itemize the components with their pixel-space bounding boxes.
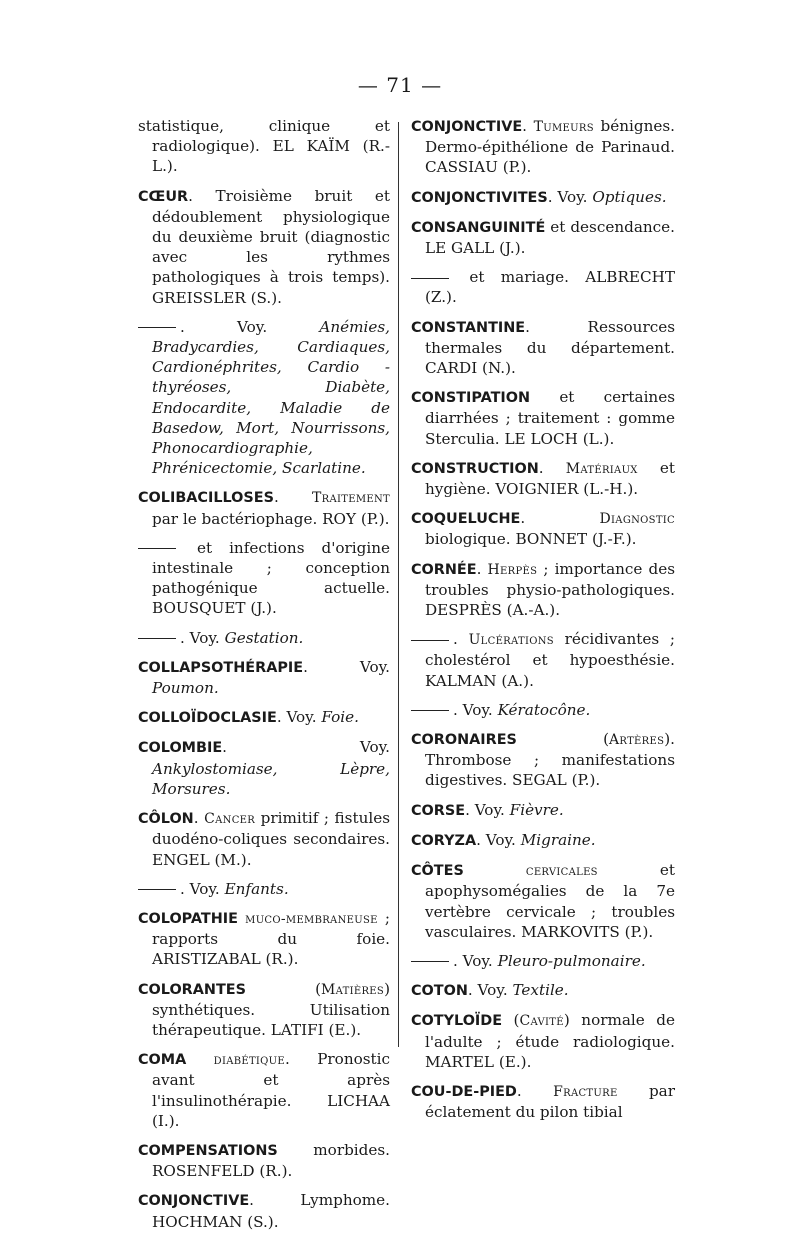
entry-text: Pleuro-pulmonaire.: [497, 951, 646, 970]
entry-text: .: [193, 809, 205, 828]
entry-text: Matériaux: [565, 460, 638, 477]
entry-text: . Voy.: [476, 830, 521, 849]
index-entry: [138, 808, 390, 870]
entry-text: Kératocône.: [497, 700, 591, 719]
entry-text: .: [273, 488, 313, 507]
entry-text: . Voy.: [453, 951, 498, 970]
entry-text: . Voy.: [547, 187, 593, 206]
entry-headword: COMA: [138, 1052, 187, 1069]
entry-text: et hygiène. VOIGNIER (L.-H.).: [425, 458, 675, 499]
entry-text: ; rapports du foie. ARISTIZABAL (R.).: [152, 908, 390, 969]
index-entry: [411, 830, 675, 851]
entry-text: Ulcérations: [468, 632, 554, 649]
entry-headword: CORSE: [411, 802, 466, 819]
entry-text: [464, 861, 526, 879]
index-entry: [411, 800, 675, 821]
entry-headword: CONJONCTIVE: [411, 119, 523, 135]
entry-text: (: [245, 979, 322, 998]
entry-headword: CONSTRUCTION: [411, 460, 539, 477]
entry-text: diabétique: [213, 1052, 286, 1069]
entry-text: (: [502, 1011, 520, 1030]
entry-headword: CORONAIRES: [411, 732, 517, 749]
entry-text: . Voy.: [465, 800, 510, 819]
entry-text: Traitement: [312, 490, 390, 507]
entry-text: Artères: [609, 732, 665, 749]
entry-text: Enfants.: [224, 879, 289, 898]
repeat-dash: [138, 327, 176, 328]
index-entry: [411, 860, 675, 942]
index-entry: [411, 317, 675, 379]
entry-headword: CONSTANTINE: [411, 319, 526, 336]
entry-text: Migraine.: [520, 830, 596, 849]
entry-headword: CONJONCTIVE: [138, 1193, 250, 1210]
entry-headword: CÔLON: [138, 811, 194, 828]
index-entry: [138, 538, 390, 619]
right-column: [411, 116, 675, 1131]
index-entry: [138, 979, 390, 1041]
entry-text: Matières: [321, 981, 385, 998]
index-entry: [411, 729, 675, 791]
entry-text: Cavité: [519, 1013, 564, 1030]
page-number: — 71 —: [357, 73, 443, 97]
index-entry: [138, 657, 390, 698]
index-entry: [138, 737, 390, 799]
entry-headword: CORNÉE: [411, 561, 477, 578]
index-entry: [138, 317, 390, 479]
index-entry: [411, 458, 675, 499]
index-entry: [411, 267, 675, 307]
index-entry: [411, 387, 675, 449]
entry-text: . Lymphome. HOCHMAN (S.).: [152, 1191, 390, 1231]
index-entry: [138, 116, 390, 177]
entry-text: .: [476, 559, 488, 578]
entry-text: Optiques.: [592, 187, 667, 206]
entry-headword: COTYLOÏDE: [411, 1013, 503, 1030]
entry-headword: COTON: [411, 983, 468, 1000]
index-entry: [411, 1010, 675, 1072]
entry-text: et infections d'origine intestinale ; conception pathogénique actuelle. BOUSQUET (J.).: [152, 538, 390, 618]
entry-text: ) synthétiques. Utilisation thérapeutique. LATIFI (E.).: [152, 979, 390, 1039]
index-entry: [138, 628, 390, 648]
entry-text: primitif ; fistules duodéno-coliques secondaires. ENGEL (M.).: [152, 809, 391, 869]
entry-headword: CONSTIPATION: [411, 390, 531, 407]
entry-text: Fracture: [553, 1083, 618, 1100]
entry-text: . Voy.: [467, 981, 513, 1000]
entry-text: et apophysomégalies de la 7e vertèbre cervicale ; troubles vasculaires. MARKOVITS (P.).: [425, 861, 675, 941]
entry-text: . Voy.: [276, 708, 322, 727]
entry-text: Foie.: [321, 708, 359, 727]
entry-text: .: [516, 1081, 554, 1100]
index-entry: [411, 187, 675, 208]
entry-text: (: [516, 730, 610, 749]
entry-text: muco-membraneuse: [245, 910, 378, 927]
entry-text: .: [538, 458, 566, 477]
column-divider: [398, 122, 399, 1047]
index-entry: [411, 559, 675, 621]
entry-headword: COLOPATHIE: [138, 910, 238, 927]
index-entry: [138, 707, 390, 728]
entry-text: ). Thrombose ; manifestations digestives. SEGAL (P.).: [425, 730, 675, 790]
entry-text: cervicales: [525, 863, 598, 880]
index-entry: [138, 1190, 390, 1231]
index-entry: [411, 1081, 675, 1122]
entry-text: Herpès: [487, 561, 538, 578]
repeat-dash: [138, 889, 176, 890]
entry-text: par éclatement du pilon tibial: [425, 1081, 675, 1122]
entry-text: . Voy.: [222, 738, 390, 757]
entry-text: bénignes. Dermo-épithélione de Parinaud. CASSIAU (P.).: [425, 117, 675, 177]
entry-text: . Voy.: [303, 657, 390, 676]
entry-headword: CORYZA: [411, 832, 477, 849]
entry-text: ) normale de l'adulte ; étude radiologique. MARTEL (E.).: [425, 1011, 675, 1071]
entry-text: par le bactériophage. ROY (P.).: [152, 509, 390, 528]
entry-text: et descendance. LE GALL (J.).: [425, 217, 675, 258]
index-entry: [138, 186, 390, 308]
entry-text: et certaines diarrhées ; traitement : gomme Sterculia. LE LOCH (L.).: [425, 388, 675, 448]
entry-headword: COLOMBIE: [138, 740, 223, 757]
entry-text: récidivantes ; cholestérol et hypoesthésie. KALMAN (A.).: [425, 630, 676, 690]
repeat-dash: [138, 638, 176, 639]
entry-text: [186, 1050, 213, 1068]
entry-headword: COU-DE-PIED: [411, 1083, 517, 1100]
entry-text: . Voy.: [180, 317, 320, 336]
entry-text: Textile.: [512, 981, 569, 1000]
entry-text: Tumeurs: [533, 119, 594, 135]
index-entry: [411, 116, 675, 178]
repeat-dash: [411, 640, 449, 641]
index-entry: [138, 487, 390, 528]
entry-text: ; importance des troubles physio-pathologiques. DESPRÈS (A.-A.).: [425, 559, 676, 620]
index-entry: [138, 1049, 390, 1131]
entry-text: . Troisième bruit et dédoublement physiologique du deuxième bruit (diagnostic avec les rythmes pathologiques à trois temps). GREISSLER (S.).: [152, 186, 390, 307]
entry-headword: CÔTES: [411, 863, 464, 880]
entry-text: Ankylostomiase, Lèpre, Morsures.: [152, 759, 390, 798]
repeat-dash: [411, 710, 449, 711]
entry-text: Diagnostic: [599, 511, 675, 528]
index-entry: [138, 879, 390, 899]
repeat-dash: [138, 548, 176, 549]
entry-headword: COMPENSATIONS: [138, 1142, 278, 1159]
index-entry: [411, 980, 675, 1001]
entry-headword: COLIBACILLOSES: [138, 490, 274, 507]
index-entry: [411, 508, 675, 549]
repeat-dash: [411, 961, 449, 962]
repeat-dash: [411, 278, 449, 279]
entry-headword: COLORANTES: [138, 981, 246, 998]
index-entry: [411, 217, 675, 258]
index-entry: [138, 908, 390, 970]
entry-headword: COLLOÏDOCLASIE: [138, 710, 277, 727]
entry-text: . Ressources thermales du département. CARDI (N.).: [425, 317, 675, 378]
entry-text: . Voy.: [180, 628, 225, 647]
index-entry: [411, 951, 675, 971]
entry-text: biologique. BONNET (J.-F.).: [425, 530, 637, 549]
index-entry: [138, 1140, 390, 1181]
left-column: [138, 116, 390, 1241]
entry-text: Poumon.: [152, 679, 219, 698]
entry-headword: CONSANGUINITÉ: [411, 219, 546, 236]
entry-text: morbides. ROSENFELD (R.).: [152, 1140, 390, 1181]
entry-headword: CONJONCTIVITES: [411, 189, 548, 206]
entry-text: Gestation.: [224, 628, 304, 647]
entry-headword: CŒUR: [138, 188, 189, 205]
index-entry: [411, 700, 675, 720]
entry-text: et mariage. ALBRECHT (Z.).: [425, 268, 675, 307]
entry-text: Cancer: [204, 811, 256, 828]
entry-text: Anémies, Bradycardies, Cardiaques, Cardionéphrites, Cardio - thyréoses, Diabète, Endocardite, Maladie de Basedow, Mort, Nourrissons, Phonocardiographie, Phrénicectomie, Scarlatine.: [152, 317, 390, 478]
entry-text: .: [522, 117, 534, 135]
entry-text: .: [520, 509, 600, 528]
entry-text: .: [453, 630, 469, 649]
entry-headword: COQUELUCHE: [411, 511, 521, 528]
entry-headword: COLLAPSOTHÉRAPIE: [138, 659, 304, 676]
entry-text: . Pronostic avant et après l'insulinothérapie. LICHAA (I.).: [152, 1050, 391, 1130]
entry-text: Fièvre.: [509, 800, 564, 819]
index-entry: [411, 629, 675, 691]
entry-text: statistique, clinique et radiologique). EL KAÏM (R.-L.).: [138, 117, 390, 176]
entry-text: . Voy.: [453, 700, 498, 719]
entry-text: . Voy.: [180, 879, 225, 898]
